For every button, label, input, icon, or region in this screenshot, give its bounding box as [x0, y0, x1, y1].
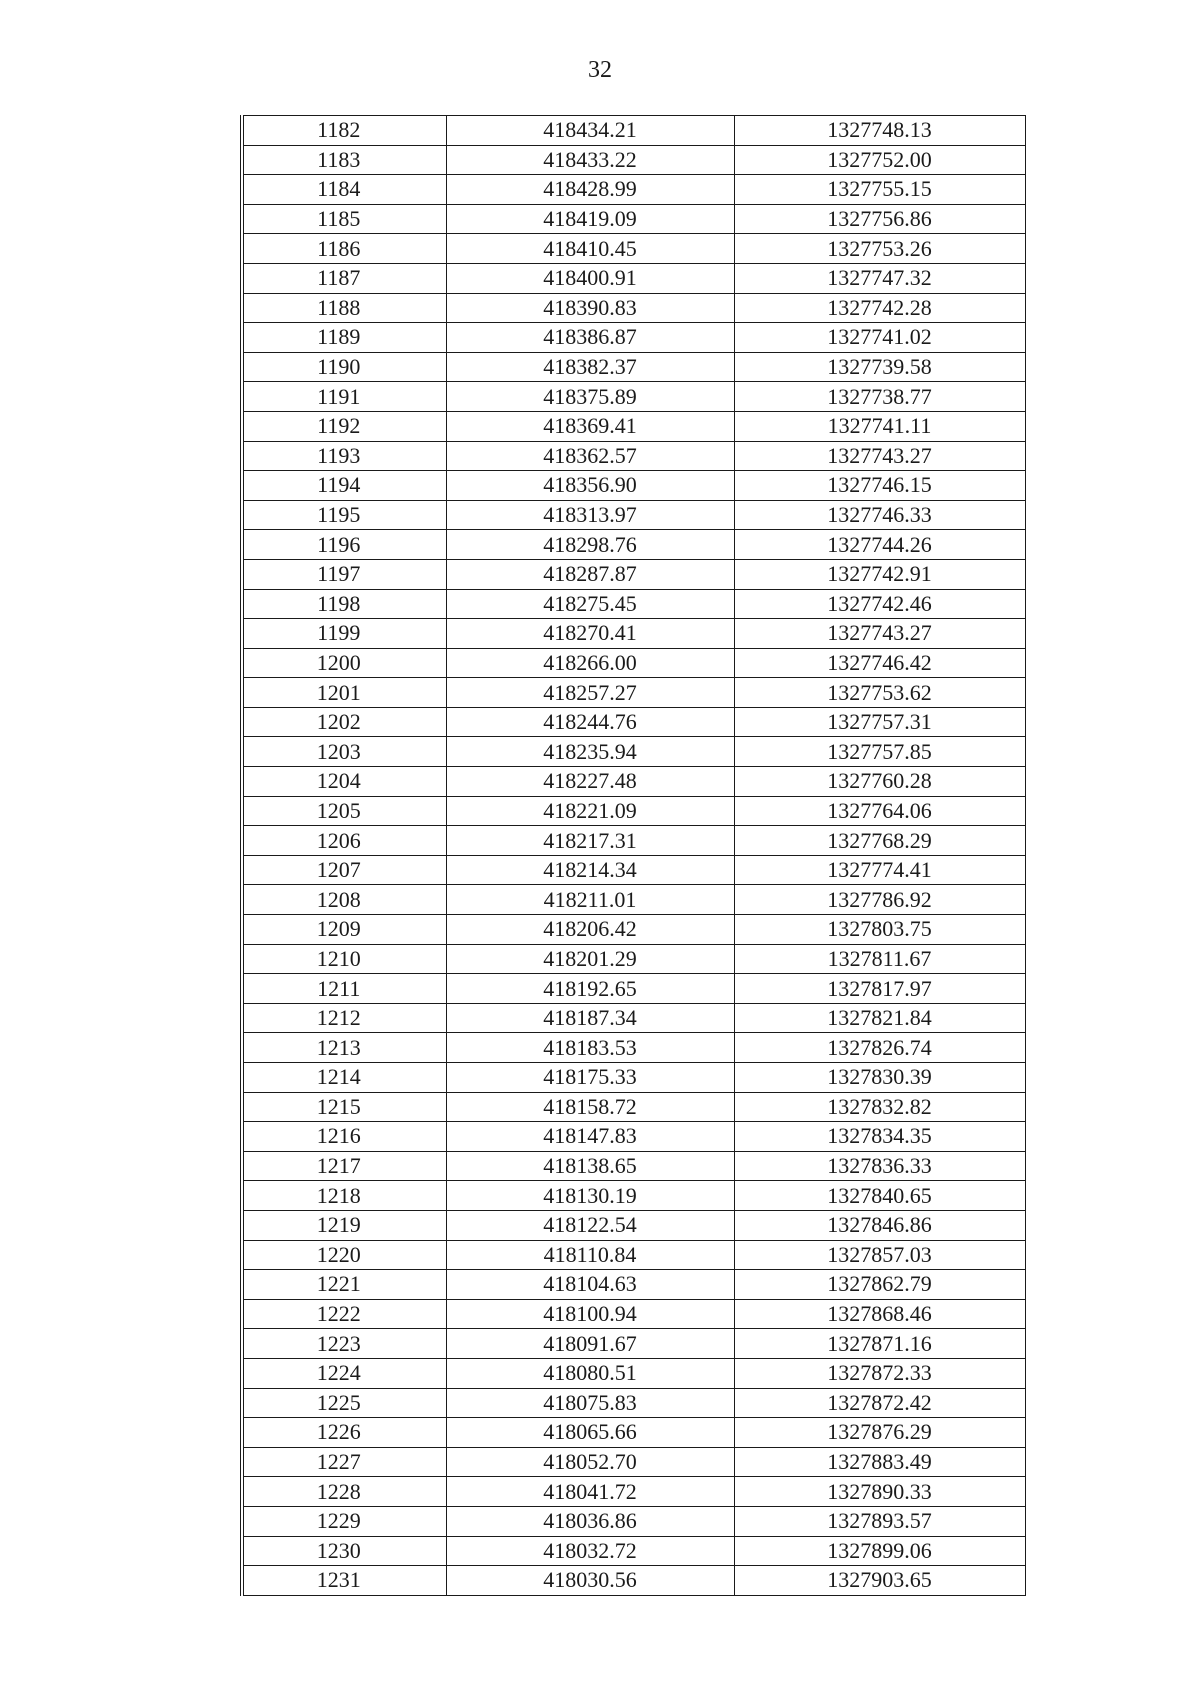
point-number-cell: 1184: [242, 175, 446, 205]
table-row: [242, 382, 1025, 412]
x-coordinate-cell: 418187.34: [446, 1003, 734, 1033]
x-coordinate-cell: 418201.29: [446, 944, 734, 974]
point-number-cell: 1230: [242, 1536, 446, 1566]
x-coordinate-cell: 418369.41: [446, 411, 734, 441]
coordinates-table: [240, 115, 1026, 1596]
table-row: [242, 1181, 1025, 1211]
y-coordinate-cell: 1327830.39: [734, 1063, 1025, 1093]
point-number-cell: 1207: [242, 855, 446, 885]
point-number-cell: 1190: [242, 352, 446, 382]
point-number-cell: 1216: [242, 1122, 446, 1152]
x-coordinate-cell: 418032.72: [446, 1536, 734, 1566]
point-number-cell: 1220: [242, 1240, 446, 1270]
point-number-cell: 1231: [242, 1566, 446, 1596]
y-coordinate-cell: 1327862.79: [734, 1270, 1025, 1300]
point-number-cell: 1198: [242, 589, 446, 619]
x-coordinate-cell: 418235.94: [446, 737, 734, 767]
y-coordinate-cell: 1327817.97: [734, 974, 1025, 1004]
point-number-cell: 1201: [242, 678, 446, 708]
y-coordinate-cell: 1327840.65: [734, 1181, 1025, 1211]
x-coordinate-cell: 418065.66: [446, 1418, 734, 1448]
table-row: [242, 1003, 1025, 1033]
y-coordinate-cell: 1327746.42: [734, 648, 1025, 678]
table-row: [242, 974, 1025, 1004]
y-coordinate-cell: 1327741.02: [734, 323, 1025, 353]
point-number-cell: 1217: [242, 1151, 446, 1181]
table-row: [242, 885, 1025, 915]
y-coordinate-cell: 1327753.26: [734, 234, 1025, 264]
x-coordinate-cell: 418287.87: [446, 559, 734, 589]
table-row: [242, 678, 1025, 708]
table-row: [242, 500, 1025, 530]
table-row: [242, 530, 1025, 560]
y-coordinate-cell: 1327871.16: [734, 1329, 1025, 1359]
point-number-cell: 1209: [242, 915, 446, 945]
table-row: [242, 1063, 1025, 1093]
point-number-cell: 1206: [242, 826, 446, 856]
table-row: [242, 559, 1025, 589]
x-coordinate-cell: 418390.83: [446, 293, 734, 323]
table-row: [242, 293, 1025, 323]
point-number-cell: 1205: [242, 796, 446, 826]
y-coordinate-cell: 1327832.82: [734, 1092, 1025, 1122]
point-number-cell: 1212: [242, 1003, 446, 1033]
y-coordinate-cell: 1327739.58: [734, 352, 1025, 382]
y-coordinate-cell: 1327753.62: [734, 678, 1025, 708]
x-coordinate-cell: 418434.21: [446, 116, 734, 146]
point-number-cell: 1208: [242, 885, 446, 915]
y-coordinate-cell: 1327786.92: [734, 885, 1025, 915]
y-coordinate-cell: 1327876.29: [734, 1418, 1025, 1448]
point-number-cell: 1210: [242, 944, 446, 974]
x-coordinate-cell: 418122.54: [446, 1210, 734, 1240]
table-row: [242, 1122, 1025, 1152]
y-coordinate-cell: 1327743.27: [734, 619, 1025, 649]
point-number-cell: 1225: [242, 1388, 446, 1418]
point-number-cell: 1182: [242, 116, 446, 146]
y-coordinate-cell: 1327764.06: [734, 796, 1025, 826]
x-coordinate-cell: 418298.76: [446, 530, 734, 560]
table-row: [242, 1210, 1025, 1240]
table-row: [242, 707, 1025, 737]
page-number: 32: [588, 57, 612, 83]
x-coordinate-cell: 418375.89: [446, 382, 734, 412]
table-row: [242, 116, 1025, 146]
y-coordinate-cell: 1327744.26: [734, 530, 1025, 560]
table-row: [242, 323, 1025, 353]
table-row: [242, 648, 1025, 678]
table-row: [242, 175, 1025, 205]
point-number-cell: 1213: [242, 1033, 446, 1063]
table-row: [242, 1477, 1025, 1507]
x-coordinate-cell: 418270.41: [446, 619, 734, 649]
point-number-cell: 1200: [242, 648, 446, 678]
point-number-cell: 1185: [242, 204, 446, 234]
table-row: [242, 1358, 1025, 1388]
x-coordinate-cell: 418410.45: [446, 234, 734, 264]
point-number-cell: 1211: [242, 974, 446, 1004]
x-coordinate-cell: 418041.72: [446, 1477, 734, 1507]
point-number-cell: 1222: [242, 1299, 446, 1329]
x-coordinate-cell: 418400.91: [446, 263, 734, 293]
x-coordinate-cell: 418221.09: [446, 796, 734, 826]
point-number-cell: 1188: [242, 293, 446, 323]
x-coordinate-cell: 418356.90: [446, 471, 734, 501]
table-row: [242, 441, 1025, 471]
point-number-cell: 1191: [242, 382, 446, 412]
y-coordinate-cell: 1327868.46: [734, 1299, 1025, 1329]
y-coordinate-cell: 1327893.57: [734, 1506, 1025, 1536]
x-coordinate-cell: 418227.48: [446, 767, 734, 797]
table-row: [242, 263, 1025, 293]
table-row: [242, 1270, 1025, 1300]
table-row: [242, 411, 1025, 441]
x-coordinate-cell: 418175.33: [446, 1063, 734, 1093]
x-coordinate-cell: 418104.63: [446, 1270, 734, 1300]
y-coordinate-cell: 1327747.32: [734, 263, 1025, 293]
y-coordinate-cell: 1327872.33: [734, 1358, 1025, 1388]
y-coordinate-cell: 1327872.42: [734, 1388, 1025, 1418]
point-number-cell: 1226: [242, 1418, 446, 1448]
table-row: [242, 1388, 1025, 1418]
point-number-cell: 1192: [242, 411, 446, 441]
y-coordinate-cell: 1327768.29: [734, 826, 1025, 856]
y-coordinate-cell: 1327742.46: [734, 589, 1025, 619]
x-coordinate-cell: 418100.94: [446, 1299, 734, 1329]
y-coordinate-cell: 1327883.49: [734, 1447, 1025, 1477]
y-coordinate-cell: 1327846.86: [734, 1210, 1025, 1240]
point-number-cell: 1204: [242, 767, 446, 797]
point-number-cell: 1214: [242, 1063, 446, 1093]
table-row: [242, 1447, 1025, 1477]
table-row: [242, 1536, 1025, 1566]
point-number-cell: 1215: [242, 1092, 446, 1122]
point-number-cell: 1218: [242, 1181, 446, 1211]
y-coordinate-cell: 1327757.31: [734, 707, 1025, 737]
table-row: [242, 619, 1025, 649]
point-number-cell: 1195: [242, 500, 446, 530]
table-row: [242, 1506, 1025, 1536]
table-row: [242, 1240, 1025, 1270]
x-coordinate-cell: 418206.42: [446, 915, 734, 945]
y-coordinate-cell: 1327899.06: [734, 1536, 1025, 1566]
point-number-cell: 1199: [242, 619, 446, 649]
y-coordinate-cell: 1327903.65: [734, 1566, 1025, 1596]
table-row: [242, 915, 1025, 945]
y-coordinate-cell: 1327760.28: [734, 767, 1025, 797]
point-number-cell: 1219: [242, 1210, 446, 1240]
y-coordinate-cell: 1327746.33: [734, 500, 1025, 530]
table-row: [242, 767, 1025, 797]
y-coordinate-cell: 1327821.84: [734, 1003, 1025, 1033]
table-row: [242, 737, 1025, 767]
x-coordinate-cell: 418214.34: [446, 855, 734, 885]
point-number-cell: 1203: [242, 737, 446, 767]
y-coordinate-cell: 1327742.28: [734, 293, 1025, 323]
table-row: [242, 352, 1025, 382]
table-row: [242, 855, 1025, 885]
table-row: [242, 1151, 1025, 1181]
x-coordinate-cell: 418257.27: [446, 678, 734, 708]
x-coordinate-cell: 418147.83: [446, 1122, 734, 1152]
point-number-cell: 1223: [242, 1329, 446, 1359]
table-row: [242, 1418, 1025, 1448]
x-coordinate-cell: 418433.22: [446, 145, 734, 175]
y-coordinate-cell: 1327748.13: [734, 116, 1025, 146]
y-coordinate-cell: 1327826.74: [734, 1033, 1025, 1063]
table-row: [242, 471, 1025, 501]
x-coordinate-cell: 418313.97: [446, 500, 734, 530]
y-coordinate-cell: 1327757.85: [734, 737, 1025, 767]
table-row: [242, 796, 1025, 826]
table-row: [242, 234, 1025, 264]
point-number-cell: 1202: [242, 707, 446, 737]
table-row: [242, 1566, 1025, 1596]
x-coordinate-cell: 418419.09: [446, 204, 734, 234]
y-coordinate-cell: 1327803.75: [734, 915, 1025, 945]
y-coordinate-cell: 1327746.15: [734, 471, 1025, 501]
point-number-cell: 1183: [242, 145, 446, 175]
y-coordinate-cell: 1327738.77: [734, 382, 1025, 412]
table-row: [242, 1092, 1025, 1122]
y-coordinate-cell: 1327741.11: [734, 411, 1025, 441]
y-coordinate-cell: 1327836.33: [734, 1151, 1025, 1181]
table-row: [242, 944, 1025, 974]
point-number-cell: 1229: [242, 1506, 446, 1536]
x-coordinate-cell: 418158.72: [446, 1092, 734, 1122]
x-coordinate-cell: 418052.70: [446, 1447, 734, 1477]
point-number-cell: 1224: [242, 1358, 446, 1388]
table-row: [242, 1329, 1025, 1359]
x-coordinate-cell: 418382.37: [446, 352, 734, 382]
coordinates-table-body: [242, 116, 1025, 1596]
point-number-cell: 1196: [242, 530, 446, 560]
table-row: [242, 204, 1025, 234]
table-row: [242, 1299, 1025, 1329]
y-coordinate-cell: 1327890.33: [734, 1477, 1025, 1507]
y-coordinate-cell: 1327742.91: [734, 559, 1025, 589]
x-coordinate-cell: 418110.84: [446, 1240, 734, 1270]
y-coordinate-cell: 1327834.35: [734, 1122, 1025, 1152]
point-number-cell: 1194: [242, 471, 446, 501]
y-coordinate-cell: 1327811.67: [734, 944, 1025, 974]
x-coordinate-cell: 418130.19: [446, 1181, 734, 1211]
point-number-cell: 1221: [242, 1270, 446, 1300]
x-coordinate-cell: 418183.53: [446, 1033, 734, 1063]
x-coordinate-cell: 418362.57: [446, 441, 734, 471]
point-number-cell: 1189: [242, 323, 446, 353]
x-coordinate-cell: 418266.00: [446, 648, 734, 678]
x-coordinate-cell: 418244.76: [446, 707, 734, 737]
table-row: [242, 589, 1025, 619]
x-coordinate-cell: 418275.45: [446, 589, 734, 619]
point-number-cell: 1187: [242, 263, 446, 293]
x-coordinate-cell: 418138.65: [446, 1151, 734, 1181]
x-coordinate-cell: 418386.87: [446, 323, 734, 353]
table-row: [242, 145, 1025, 175]
x-coordinate-cell: 418030.56: [446, 1566, 734, 1596]
x-coordinate-cell: 418192.65: [446, 974, 734, 1004]
x-coordinate-cell: 418080.51: [446, 1358, 734, 1388]
y-coordinate-cell: 1327743.27: [734, 441, 1025, 471]
y-coordinate-cell: 1327756.86: [734, 204, 1025, 234]
x-coordinate-cell: 418036.86: [446, 1506, 734, 1536]
y-coordinate-cell: 1327857.03: [734, 1240, 1025, 1270]
point-number-cell: 1186: [242, 234, 446, 264]
x-coordinate-cell: 418428.99: [446, 175, 734, 205]
y-coordinate-cell: 1327752.00: [734, 145, 1025, 175]
table-row: [242, 1033, 1025, 1063]
point-number-cell: 1228: [242, 1477, 446, 1507]
point-number-cell: 1197: [242, 559, 446, 589]
y-coordinate-cell: 1327774.41: [734, 855, 1025, 885]
x-coordinate-cell: 418091.67: [446, 1329, 734, 1359]
table-row: [242, 826, 1025, 856]
x-coordinate-cell: 418075.83: [446, 1388, 734, 1418]
point-number-cell: 1193: [242, 441, 446, 471]
x-coordinate-cell: 418217.31: [446, 826, 734, 856]
y-coordinate-cell: 1327755.15: [734, 175, 1025, 205]
point-number-cell: 1227: [242, 1447, 446, 1477]
x-coordinate-cell: 418211.01: [446, 885, 734, 915]
